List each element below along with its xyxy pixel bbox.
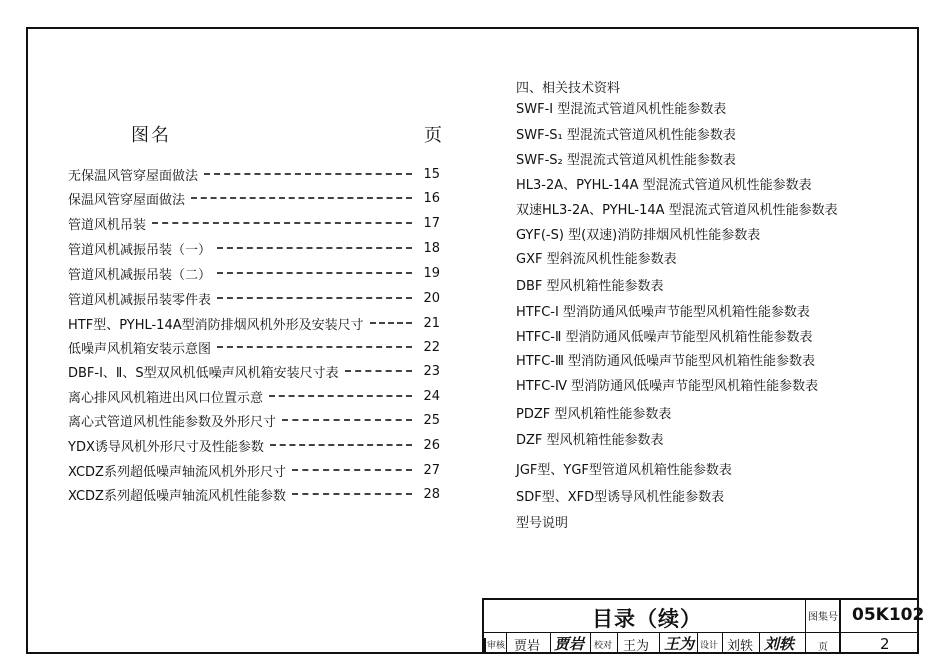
reference-item: HL3-2A、PYHL-14A 型混流式管道风机性能参数表 <box>516 178 812 193</box>
reference-item: DBF 型风机箱性能参数表 <box>516 279 664 294</box>
toc-title: 管道风机减振吊装（一） <box>68 242 212 258</box>
toc-leader <box>217 272 412 274</box>
reviewer-name: 贾岩 <box>514 639 541 654</box>
check-label: 校对 <box>594 641 613 651</box>
reference-item: SWF-S₂ 型混流式管道风机性能参数表 <box>516 153 736 168</box>
toc-title: 低噪声风机箱安装示意图 <box>68 341 212 357</box>
reference-item: HTFC-Ⅳ 型消防通风低噪声节能型风机箱性能参数表 <box>516 379 819 394</box>
page-label: 页 <box>818 642 828 653</box>
toc-title: 管道风机减振吊装零件表 <box>68 292 212 308</box>
reference-item: SWF-S₁ 型混流式管道风机性能参数表 <box>516 128 736 143</box>
toc-leader <box>370 322 412 324</box>
reference-item: GYF(-S) 型(双速)消防排烟风机性能参数表 <box>516 228 761 243</box>
toc-title: 离心式管道风机性能参数及外形尺寸 <box>68 414 277 430</box>
checker-signature: 王为 <box>664 635 695 653</box>
checker-name: 王为 <box>623 639 650 654</box>
designer-signature: 刘轶 <box>764 635 795 653</box>
toc-leader <box>282 419 412 421</box>
toc-page-number: 23 <box>423 363 440 379</box>
reference-item: SWF-Ⅰ 型混流式管道风机性能参数表 <box>516 102 727 117</box>
toc-title: YDX诱导风机外形尺寸及性能参数 <box>68 439 264 455</box>
toc-row <box>68 361 440 381</box>
toc-leader <box>204 173 412 175</box>
toc-page-number: 20 <box>423 290 440 306</box>
toc-leader <box>269 395 412 397</box>
toc-page-number: 15 <box>423 166 440 182</box>
atlas-number: 05K102 <box>852 605 925 625</box>
toc-leader <box>217 346 412 348</box>
designer-name: 刘轶 <box>727 639 754 654</box>
reference-item: SDF型、XFD型诱导风机性能参数表 <box>516 490 725 505</box>
toc-leader <box>292 493 412 495</box>
toc-row <box>68 386 440 406</box>
design-label: 设计 <box>700 641 719 651</box>
toc-page-number: 21 <box>423 315 440 331</box>
reference-item: 双速HL3-2A、PYHL-14A 型混流式管道风机性能参数表 <box>516 203 838 218</box>
toc-title: XCDZ系列超低噪声轴流风机性能参数 <box>68 488 286 504</box>
toc-page-number: 19 <box>423 265 440 281</box>
column-header-drawing-name: 图名 <box>131 125 171 146</box>
page-number: 2 <box>880 635 890 653</box>
toc-page-number: 26 <box>423 437 440 453</box>
toc-row <box>68 188 440 208</box>
reference-item: PDZF 型风机箱性能参数表 <box>516 407 672 422</box>
atlas-number-label: 图集号 <box>808 612 838 623</box>
reference-item: JGF型、YGF型管道风机箱性能参数表 <box>516 463 732 478</box>
reference-item: 型号说明 <box>516 516 569 531</box>
toc-page-number: 22 <box>423 339 440 355</box>
toc-leader <box>152 222 412 224</box>
reference-item: HTFC-Ⅱ 型消防通风低噪声节能型风机箱性能参数表 <box>516 330 813 345</box>
toc-row <box>68 213 440 233</box>
toc-title: XCDZ系列超低噪声轴流风机外形尺寸 <box>68 464 286 480</box>
toc-page-number: 27 <box>423 462 440 478</box>
toc-leader <box>345 370 412 372</box>
toc-leader <box>270 444 412 446</box>
toc-title: 管道风机减振吊装（二） <box>68 267 212 283</box>
toc-page-number: 28 <box>423 486 440 502</box>
toc-row <box>68 435 440 455</box>
toc-leader <box>292 469 412 471</box>
toc-page-number: 25 <box>423 412 440 428</box>
reference-item: HTFC-Ⅲ 型消防通风低噪声节能型风机箱性能参数表 <box>516 354 816 369</box>
toc-leader <box>217 247 412 249</box>
toc-page-number: 24 <box>423 388 440 404</box>
toc-title: DBF-Ⅰ、Ⅱ、S型双风机低噪声风机箱安装尺寸表 <box>68 365 339 381</box>
toc-row <box>68 288 440 308</box>
reference-item: DZF 型风机箱性能参数表 <box>516 433 664 448</box>
toc-leader <box>191 197 412 199</box>
toc-title: 无保温风管穿屋面做法 <box>68 168 199 184</box>
toc-row <box>68 263 440 283</box>
toc-page-number: 16 <box>423 190 440 206</box>
drawing-title: 目录（续） <box>592 607 702 631</box>
title-block <box>482 598 925 654</box>
toc-row <box>68 313 440 333</box>
review-label: 审核 <box>487 641 506 651</box>
column-header-page: 页 <box>424 125 442 146</box>
reference-item: GXF 型斜流风机性能参数表 <box>516 252 677 267</box>
reviewer-signature: 贾岩 <box>554 635 585 653</box>
toc-page-number: 17 <box>423 215 440 231</box>
toc-title: 保温风管穿屋面做法 <box>68 192 186 208</box>
toc-title: HTF型、PYHL-14A型消防排烟风机外形及安装尺寸 <box>68 317 364 333</box>
reference-item: HTFC-Ⅰ 型消防通风低噪声节能型风机箱性能参数表 <box>516 305 810 320</box>
toc-row <box>68 164 440 184</box>
toc-page-number: 18 <box>423 240 440 256</box>
toc-leader <box>217 297 412 299</box>
toc-title: 管道风机吊装 <box>68 217 147 233</box>
references-heading: 四、相关技术资料 <box>516 81 621 96</box>
toc-row <box>68 484 440 504</box>
toc-row <box>68 337 440 357</box>
toc-title: 离心排风风机箱进出风口位置示意 <box>68 390 264 406</box>
toc-row <box>68 460 440 480</box>
toc-row <box>68 238 440 258</box>
toc-row <box>68 410 440 430</box>
